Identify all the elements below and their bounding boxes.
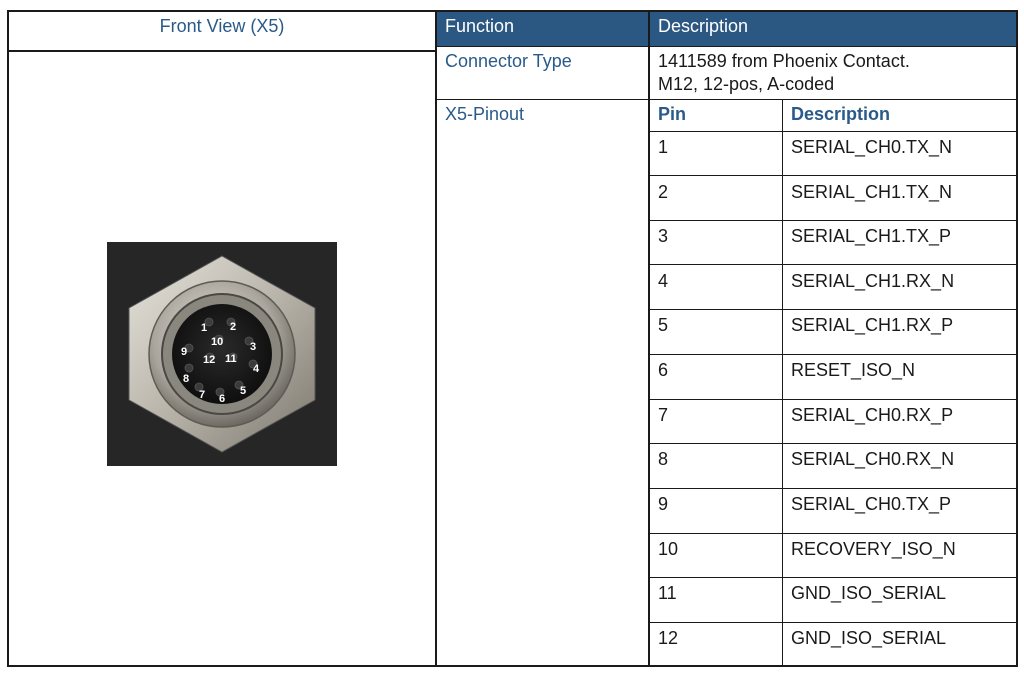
row-divider [649, 175, 1018, 176]
connector-type-label: Connector Type [445, 51, 572, 71]
pin-label: 3 [250, 341, 257, 353]
description-header-label: Description [658, 16, 749, 36]
pin-number: 9 [658, 494, 669, 514]
pin-description: SERIAL_CH1.RX_N [791, 271, 955, 291]
pin-description: RECOVERY_ISO_N [791, 539, 956, 559]
pin-label: 1 [201, 322, 208, 334]
pin-label: 2 [230, 321, 237, 333]
table-border-right [1016, 10, 1018, 667]
pin-description: SERIAL_CH1.TX_P [791, 226, 952, 246]
front-view-title: Front View (X5) [159, 16, 285, 36]
divider-function-column [648, 10, 650, 667]
connector-type-line2: M12, 12-pos, A-coded [658, 74, 835, 94]
divider-under-connector-type [437, 99, 1018, 100]
table-border-left [7, 10, 9, 667]
pin-number: 11 [658, 583, 677, 603]
pin-description-column-header: Description [791, 104, 891, 124]
pin-description: GND_ISO_SERIAL [791, 628, 947, 648]
divider-under-front-view-title [7, 50, 437, 52]
pin-number: 3 [658, 226, 669, 246]
table-border-top [7, 10, 1018, 12]
pin-description: GND_ISO_SERIAL [791, 583, 947, 603]
row-divider [649, 533, 1018, 534]
pin-label: 4 [253, 363, 260, 375]
pin-number: 2 [658, 182, 669, 202]
pin-label: 6 [219, 393, 226, 405]
pin-description: SERIAL_CH0.RX_N [791, 449, 955, 469]
pin-number: 7 [658, 405, 669, 425]
connector-type-line1: 1411589 from Phoenix Contact. [658, 51, 910, 71]
table-border-bottom [7, 665, 1018, 667]
connector-spec-table [7, 10, 1018, 667]
pin-number: 6 [658, 360, 669, 380]
row-divider [649, 577, 1018, 578]
divider-under-header [437, 46, 1018, 47]
pin-label: 9 [181, 346, 188, 358]
function-header-label: Function [445, 16, 515, 36]
pin-label: 7 [199, 389, 206, 401]
row-divider [649, 309, 1018, 310]
row-divider [649, 264, 1018, 265]
pin-description: SERIAL_CH0.TX_N [791, 137, 953, 157]
row-divider [649, 443, 1018, 444]
row-divider [649, 354, 1018, 355]
pin-description: SERIAL_CH1.RX_P [791, 315, 954, 335]
pin-number: 5 [658, 315, 669, 335]
divider-under-pin-header [649, 131, 1018, 132]
pin-description: RESET_ISO_N [791, 360, 916, 380]
connector-front-view-photo [107, 242, 337, 466]
pin-column-header: Pin [658, 104, 687, 124]
pin-label: 12 [203, 354, 216, 366]
pin-description: SERIAL_CH0.TX_P [791, 494, 952, 514]
divider-pin-column [782, 100, 783, 665]
pinout-label: X5-Pinout [445, 104, 525, 124]
pin-description: SERIAL_CH0.RX_P [791, 405, 954, 425]
pin-label: 8 [183, 373, 190, 385]
row-divider [649, 622, 1018, 623]
row-divider [649, 220, 1018, 221]
pin-number: 10 [658, 539, 679, 559]
row-divider [649, 399, 1018, 400]
pin-label: 10 [211, 336, 224, 348]
m12-connector-illustration [107, 242, 337, 466]
pin-description: SERIAL_CH1.TX_N [791, 182, 953, 202]
pin-number: 4 [658, 271, 669, 291]
pin-label: 11 [225, 353, 237, 365]
pin-label: 5 [240, 385, 247, 397]
divider-left-column [435, 10, 437, 667]
row-divider [649, 488, 1018, 489]
pin-number: 8 [658, 449, 669, 469]
pin-number: 1 [658, 137, 669, 157]
pin-number: 12 [658, 628, 679, 648]
